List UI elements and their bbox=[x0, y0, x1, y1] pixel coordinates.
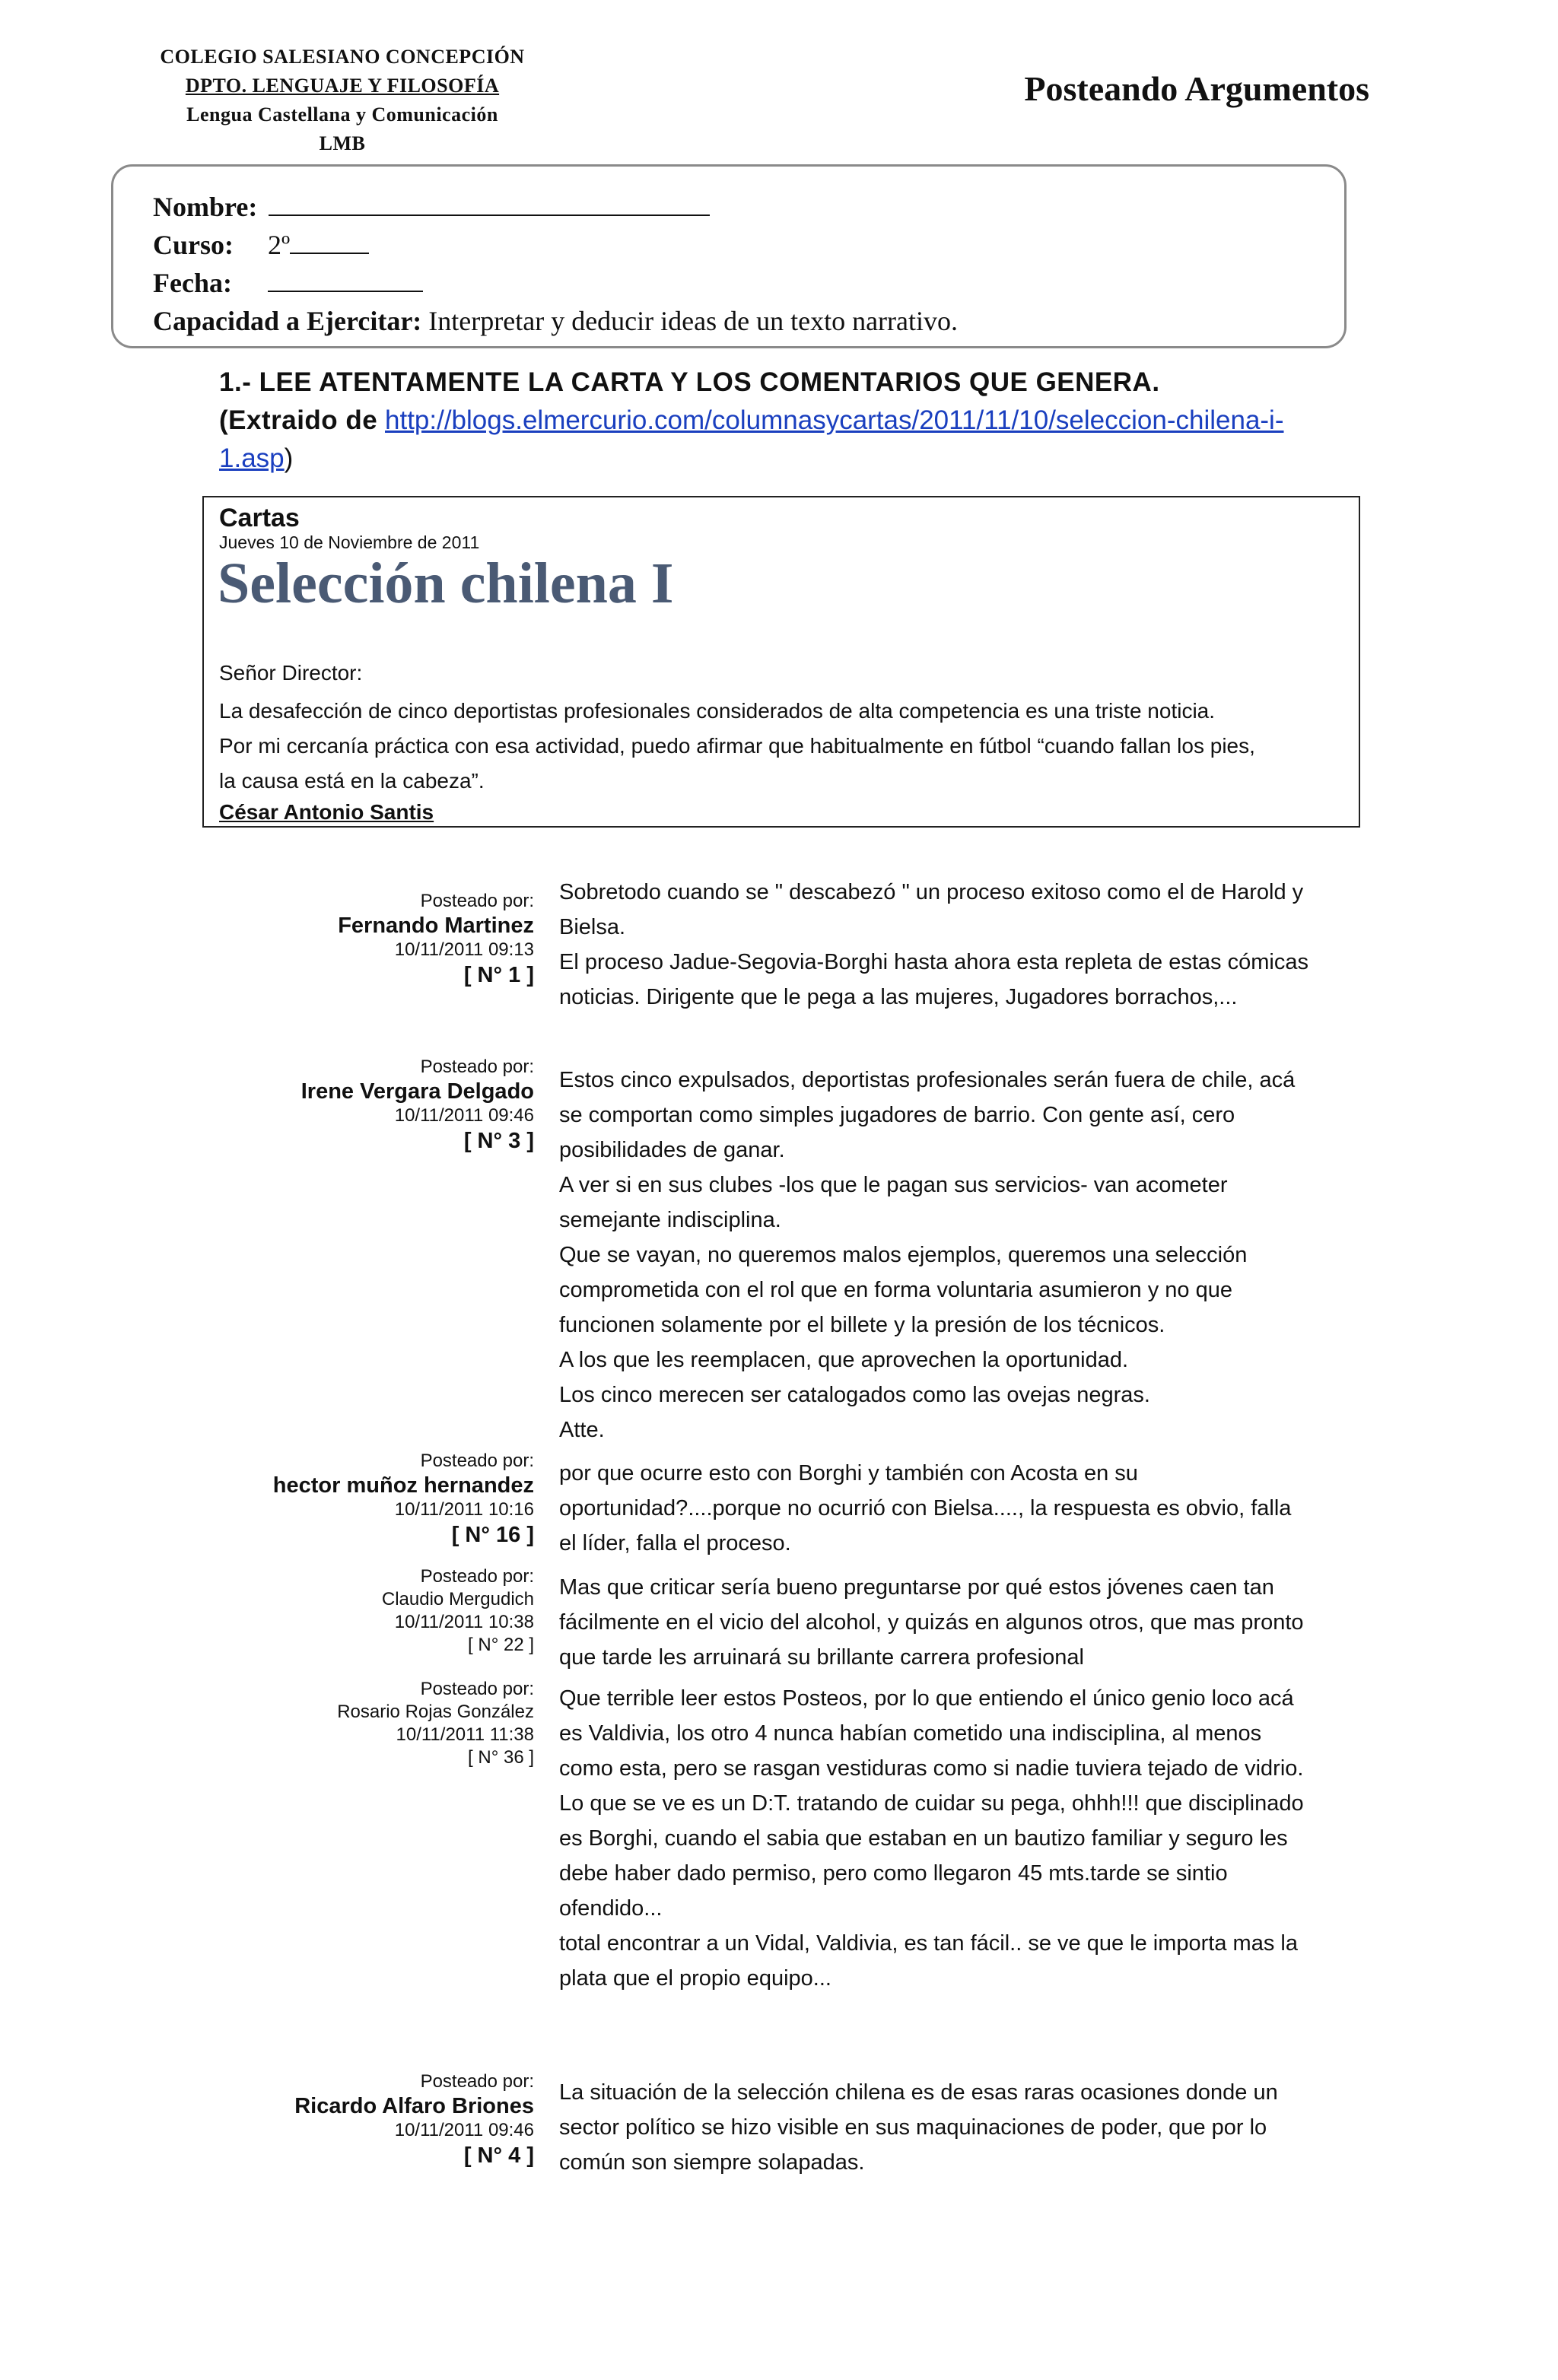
source-close: ) bbox=[284, 443, 294, 473]
course-row bbox=[153, 226, 369, 264]
school-name: COLEGIO SALESIANO CONCEPCIÓN bbox=[160, 46, 525, 68]
name-field[interactable] bbox=[269, 189, 710, 216]
comment-line: por que ocurre esto con Borghi y también con Acosta en su bbox=[559, 1461, 1138, 1486]
school-header bbox=[129, 43, 555, 158]
letter-salutation: Señor Director: bbox=[219, 661, 363, 685]
source-link-cont[interactable]: 1.asp bbox=[219, 443, 285, 473]
comment-number: [ N° 16 ] bbox=[451, 1523, 534, 1547]
comment-meta bbox=[337, 1678, 534, 1769]
comment-text bbox=[559, 1063, 1350, 1447]
comment-line: comprometida con el rol que en forma voluntaria asumieron y no que bbox=[559, 1278, 1232, 1302]
letter-box bbox=[202, 496, 1360, 828]
department-name: DPTO. LENGUAJE Y FILOSOFÍA bbox=[185, 75, 500, 97]
letter-paragraph-1: La desafección de cinco deportistas profesionales considerados de alta competencia es una triste noticia. bbox=[219, 699, 1216, 723]
comment-line: El proceso Jadue-Segovia-Borghi hasta ahora esta repleta de estas cómicas bbox=[559, 950, 1308, 974]
comment-line: La situación de la selección chilena es de esas raras ocasiones donde un bbox=[559, 2080, 1278, 2105]
comment-line: Que se vayan, no queremos malos ejemplos, queremos una selección bbox=[559, 1243, 1248, 1267]
letter-date: Jueves 10 de Noviembre de 2011 bbox=[219, 532, 480, 552]
comment-meta bbox=[338, 890, 534, 989]
date-label: Fecha: bbox=[153, 268, 232, 298]
comment-line: semejante indisciplina. bbox=[559, 1208, 781, 1232]
comment-line: posibilidades de ganar. bbox=[559, 1138, 785, 1162]
posted-by-label: Posteado por: bbox=[420, 891, 534, 911]
instruction bbox=[219, 364, 1330, 478]
posted-by-label: Posteado por: bbox=[420, 2071, 534, 2092]
comment-author: Irene Vergara Delgado bbox=[300, 1079, 534, 1104]
comment-line: Bielsa. bbox=[559, 915, 626, 939]
comment-datetime: 10/11/2011 09:13 bbox=[394, 939, 534, 960]
letter-section: Cartas bbox=[219, 504, 300, 532]
comment-line: Que terrible leer estos Posteos, por lo que entiendo el único genio loco acá bbox=[559, 1686, 1294, 1711]
posted-by-label: Posteado por: bbox=[420, 1451, 534, 1471]
comment-line: es Borghi, cuando el sabia que estaban en un bautizo familiar y seguro les bbox=[559, 1826, 1288, 1851]
comment-line: se comportan como simples jugadores de barrio. Con gente así, cero bbox=[559, 1103, 1235, 1127]
comment-text bbox=[559, 1681, 1350, 1996]
comment-meta bbox=[273, 1450, 534, 1549]
comment-number: [ N° 36 ] bbox=[468, 1747, 534, 1768]
comment-author: Ricardo Alfaro Briones bbox=[294, 2094, 534, 2118]
letter-paragraph-2b: la causa está en la cabeza”. bbox=[219, 769, 485, 793]
comment-text bbox=[559, 875, 1350, 1015]
comment-line: Los cinco merecen ser catalogados como las ovejas negras. bbox=[559, 1383, 1150, 1407]
capacity-value: Interpretar y deducir ideas de un texto narrativo. bbox=[428, 306, 959, 336]
name-label: Nombre: bbox=[153, 192, 258, 222]
comment-datetime: 10/11/2011 10:38 bbox=[394, 1612, 534, 1632]
posted-by-label: Posteado por: bbox=[420, 1566, 534, 1587]
course-field[interactable] bbox=[290, 227, 369, 254]
comment-line: sector político se hizo visible en sus maquinaciones de poder, que por lo bbox=[559, 2115, 1267, 2140]
document-title: Posteando Argumentos bbox=[1024, 69, 1369, 108]
comment-author: Fernando Martinez bbox=[338, 914, 534, 938]
capacity-label: Capacidad a Ejercitar: bbox=[153, 306, 422, 336]
comment-line: Sobretodo cuando se " descabezó " un proceso exitoso como el de Harold y bbox=[559, 880, 1304, 904]
comment-line: A los que les reemplacen, que aprovechen la oportunidad. bbox=[559, 1348, 1129, 1372]
source-link[interactable]: http://blogs.elmercurio.com/columnasycartas/2011/11/10/seleccion-chilena-i- bbox=[385, 405, 1284, 435]
comment-line: oportunidad?....porque no ocurrió con Bielsa...., la respuesta es obvio, falla bbox=[559, 1496, 1292, 1520]
source-prefix: (Extraido de bbox=[219, 405, 378, 435]
letter-signature: César Antonio Santis bbox=[219, 800, 434, 824]
letter-paragraph-2a: Por mi cercanía práctica con esa actividad, puedo afirmar que habitualmente en fútbol “cuando fallan los pies, bbox=[219, 734, 1255, 758]
comment-author: Claudio Mergudich bbox=[381, 1589, 534, 1609]
subject-name: Lengua Castellana y Comunicación bbox=[186, 103, 498, 126]
posted-by-label: Posteado por: bbox=[420, 1057, 534, 1077]
comment-line: el líder, falla el proceso. bbox=[559, 1531, 791, 1555]
date-field[interactable] bbox=[268, 265, 423, 292]
date-row bbox=[153, 264, 423, 302]
comment-line: plata que el propio equipo... bbox=[559, 1966, 831, 1991]
capacity-row bbox=[153, 302, 958, 340]
comment-line: como esta, pero se rasgan vestiduras como si nadie tuviera tejado de vidrio. bbox=[559, 1756, 1304, 1781]
comment-datetime: 10/11/2011 10:16 bbox=[394, 1499, 534, 1520]
comment-meta bbox=[294, 2070, 534, 2169]
comment-line: común son siempre solapadas. bbox=[559, 2150, 865, 2175]
comment-text bbox=[559, 1456, 1350, 1561]
comment-line: que tarde les arruinará su brillante carrera profesional bbox=[559, 1645, 1084, 1670]
comment-meta bbox=[301, 1056, 534, 1155]
comment-text bbox=[559, 2075, 1350, 2180]
comment-line: Estos cinco expulsados, deportistas profesionales serán fuera de chile, acá bbox=[559, 1068, 1296, 1092]
course-label: Curso: bbox=[153, 230, 234, 260]
comment-line: es Valdivia, los otro 4 nunca habían cometido una indisciplina, al menos bbox=[559, 1721, 1262, 1746]
comment-datetime: 10/11/2011 09:46 bbox=[394, 2120, 534, 2140]
comment-line: ofendido... bbox=[559, 1896, 663, 1921]
comment-line: noticias. Dirigente que le pega a las mujeres, Jugadores borrachos,... bbox=[559, 985, 1238, 1009]
comment-line: Atte. bbox=[559, 1418, 605, 1442]
letter-body bbox=[219, 656, 1345, 826]
comment-line: funcionen solamente por el billete y la presión de los técnicos. bbox=[559, 1313, 1165, 1337]
comment-author: hector muñoz hernandez bbox=[272, 1473, 534, 1498]
letter-headline: Selección chilena I bbox=[218, 551, 674, 615]
comment-line: Lo que se ve es un D:T. tratando de cuidar su pega, ohhh!!! que disciplinado bbox=[559, 1791, 1304, 1816]
comment-line: Mas que criticar sería bueno preguntarse por qué estos jóvenes caen tan bbox=[559, 1575, 1274, 1600]
comment-number: [ N° 4 ] bbox=[463, 2143, 534, 2168]
comment-line: debe haber dado permiso, pero como llegaron 45 mts.tarde se sintio bbox=[559, 1861, 1228, 1886]
instruction-text: 1.- LEE ATENTAMENTE LA CARTA Y LOS COMENTARIOS QUE GENERA. bbox=[219, 367, 1160, 397]
course-value: 2º bbox=[268, 230, 291, 260]
comment-datetime: 10/11/2011 09:46 bbox=[394, 1105, 534, 1126]
comment-line: fácilmente en el vicio del alcohol, y quizás en algunos otros, que mas pronto bbox=[559, 1610, 1304, 1635]
comment-datetime: 10/11/2011 11:38 bbox=[396, 1724, 534, 1745]
name-row bbox=[153, 188, 710, 226]
comment-author: Rosario Rojas González bbox=[337, 1702, 534, 1722]
comment-number: [ N° 22 ] bbox=[468, 1635, 534, 1655]
comment-number: [ N° 1 ] bbox=[463, 963, 534, 987]
comment-line: A ver si en sus clubes -los que le pagan sus servicios- van acometer bbox=[559, 1173, 1228, 1197]
comment-number: [ N° 3 ] bbox=[463, 1129, 534, 1153]
comment-text bbox=[559, 1570, 1350, 1675]
comment-meta bbox=[382, 1565, 534, 1657]
teacher-initials: LMB bbox=[319, 132, 366, 154]
student-info-box bbox=[111, 164, 1347, 348]
posted-by-label: Posteado por: bbox=[420, 1679, 534, 1699]
comment-line: total encontrar a un Vidal, Valdivia, es tan fácil.. se ve que le importa mas la bbox=[559, 1931, 1298, 1956]
